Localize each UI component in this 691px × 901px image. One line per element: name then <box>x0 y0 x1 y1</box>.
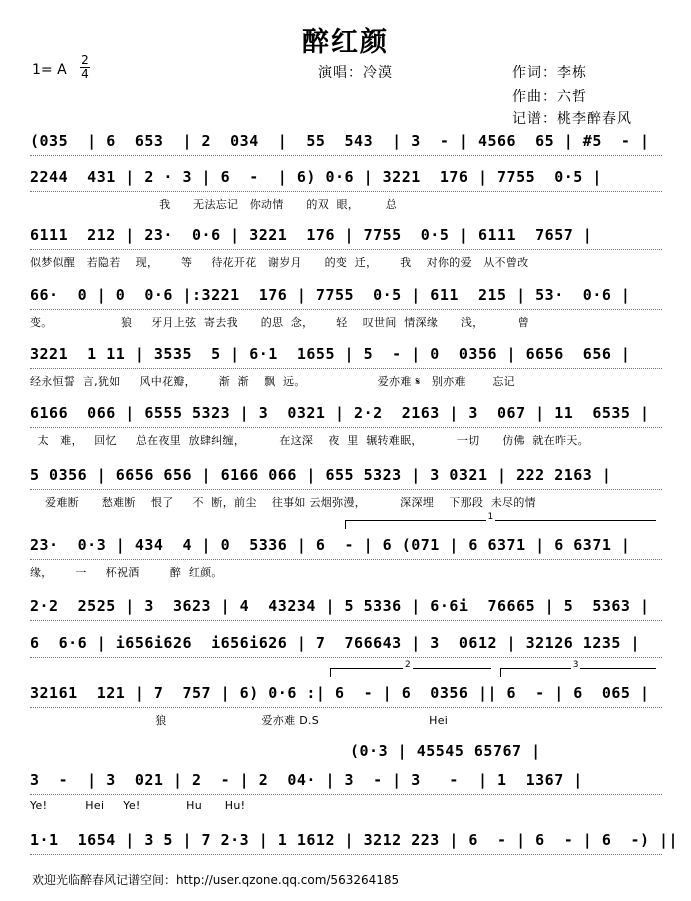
row-notes: 6 6·6 | i656i626 i656i626 | 7 766643 | 3 0612 | 32126 1235 | <box>30 634 640 652</box>
row-notes: (035 | 6 653 | 2 034 | 55 543 | 3 - | 4566 65 | #5 - | <box>30 132 650 150</box>
beam-line <box>30 851 662 855</box>
key-signature: 1= A <box>32 62 67 78</box>
time-signature <box>80 55 90 80</box>
lyricist: 作词：李栋 <box>512 65 587 81</box>
notation-row <box>30 536 662 606</box>
beam-line <box>30 152 662 156</box>
footer-text: 欢迎光临醉春风记谱空间：http://user.qzone.qq.com/563264185 <box>32 873 400 887</box>
beam-line <box>30 365 662 369</box>
beam-line <box>30 617 662 621</box>
beam-line <box>30 424 662 428</box>
notation-row <box>30 404 662 474</box>
transcriber: 记谱：桃李醉春风 <box>512 111 632 127</box>
composer: 作曲：六哲 <box>512 89 587 105</box>
volta-2: 2 <box>330 668 491 677</box>
beam-line <box>30 556 662 560</box>
extra-intro-line: (0·3 | 45545 65767 | <box>350 742 541 760</box>
row-lyrics: 我 无法忘记 你动情 的双 眼， 总 <box>30 198 398 211</box>
row-lyrics: 爱难断 愁难断 恨了 不 断，前尘 往事如 云烟弥漫， 深深埋 下那段 未尽的情 <box>30 496 536 509</box>
row-notes: 5 0356 | 6656 656 | 6166 066 | 655 5323 | 3 0321 | 222 2163 | <box>30 466 612 484</box>
row-lyrics: 太 难， 回忆 总在夜里 放肆纠缠， 在这深 夜 里 辗转难眠， 一切 仿佛 就在昨天。 <box>30 434 589 447</box>
song-title: 醉红颜 <box>302 27 389 58</box>
beam-line <box>30 188 662 192</box>
row-notes: 23· 0·3 | 434 4 | 0 5336 | 6 - | 6 (071 | 6 6371 | 6 6371 | <box>30 536 631 554</box>
row-notes: 6111 212 | 23· 0·6 | 3221 176 | 7755 0·5 | 6111 7657 | <box>30 226 593 244</box>
time-signature-top: 2 <box>81 53 89 67</box>
row-notes: 32161 121 | 7 757 | 6) 0·6 :| 6 - | 6 0356 || 6 - | 6 065 | <box>30 684 650 702</box>
row-lyrics: Ye! Hei Ye! Hu Hu! <box>30 799 246 812</box>
beam-line <box>30 306 662 310</box>
beam-line <box>30 246 662 250</box>
row-notes: 3221 1 11 | 3535 5 | 6·1 1655 | 5 - | 0 0356 | 6656 656 | <box>30 345 631 363</box>
singer: 演唱：冷漠 <box>318 65 393 81</box>
row-notes: 1·1 1654 | 3 5 | 7 2·3 | 1 1612 | 3212 223 | 6 - | 6 - | 6 -) || <box>30 831 679 849</box>
row-notes: 3 - | 3 021 | 2 - | 2 04· | 3 - | 3 - | 1 1367 | <box>30 771 583 789</box>
row-lyrics: 缘， 一 杯祝酒 醉 红颜。 <box>30 566 223 579</box>
volta-1: 1 <box>345 520 656 529</box>
row-notes: 2·2 2525 | 3 3623 | 4 43234 | 5 5336 | 6·6i 76665 | 5 5363 | <box>30 597 650 615</box>
row-lyrics: 狼 爱亦难 D.S Hei <box>30 714 449 727</box>
volta-3: 3 <box>500 668 656 677</box>
beam-line <box>30 654 662 658</box>
row-notes: 2244 431 | 2 · 3 | 6 - | 6) 0·6 | 3221 176 | 7755 0·5 | <box>30 168 602 186</box>
time-signature-bottom: 4 <box>81 67 89 81</box>
notation-row <box>30 831 679 901</box>
row-lyrics: 经永恒誓 言,犹如 风中花瓣， 渐 渐 飘 远。 爱亦难 𝄋 别亦难 忘记 <box>30 375 515 388</box>
beam-line <box>30 486 662 490</box>
row-lyrics: 似梦似醒 若隐若 现， 等 待花开花 谢岁月 的变 迁， 我 对你的爱 从不曾改 <box>30 256 529 269</box>
row-lyrics: 变。 狼 牙月上弦 寄去我 的思 念， 轻 叹世间 情深缘 浅， 曾 <box>30 316 529 329</box>
row-notes: 66· 0 | 0 0·6 |:3221 176 | 7755 0·5 | 611 215 | 53· 0·6 | <box>30 286 631 304</box>
row-notes: 6166 066 | 6555 5323 | 3 0321 | 2·2 2163 | 3 067 | 11 6535 | <box>30 404 650 422</box>
beam-line <box>30 791 662 795</box>
beam-line <box>30 704 662 708</box>
